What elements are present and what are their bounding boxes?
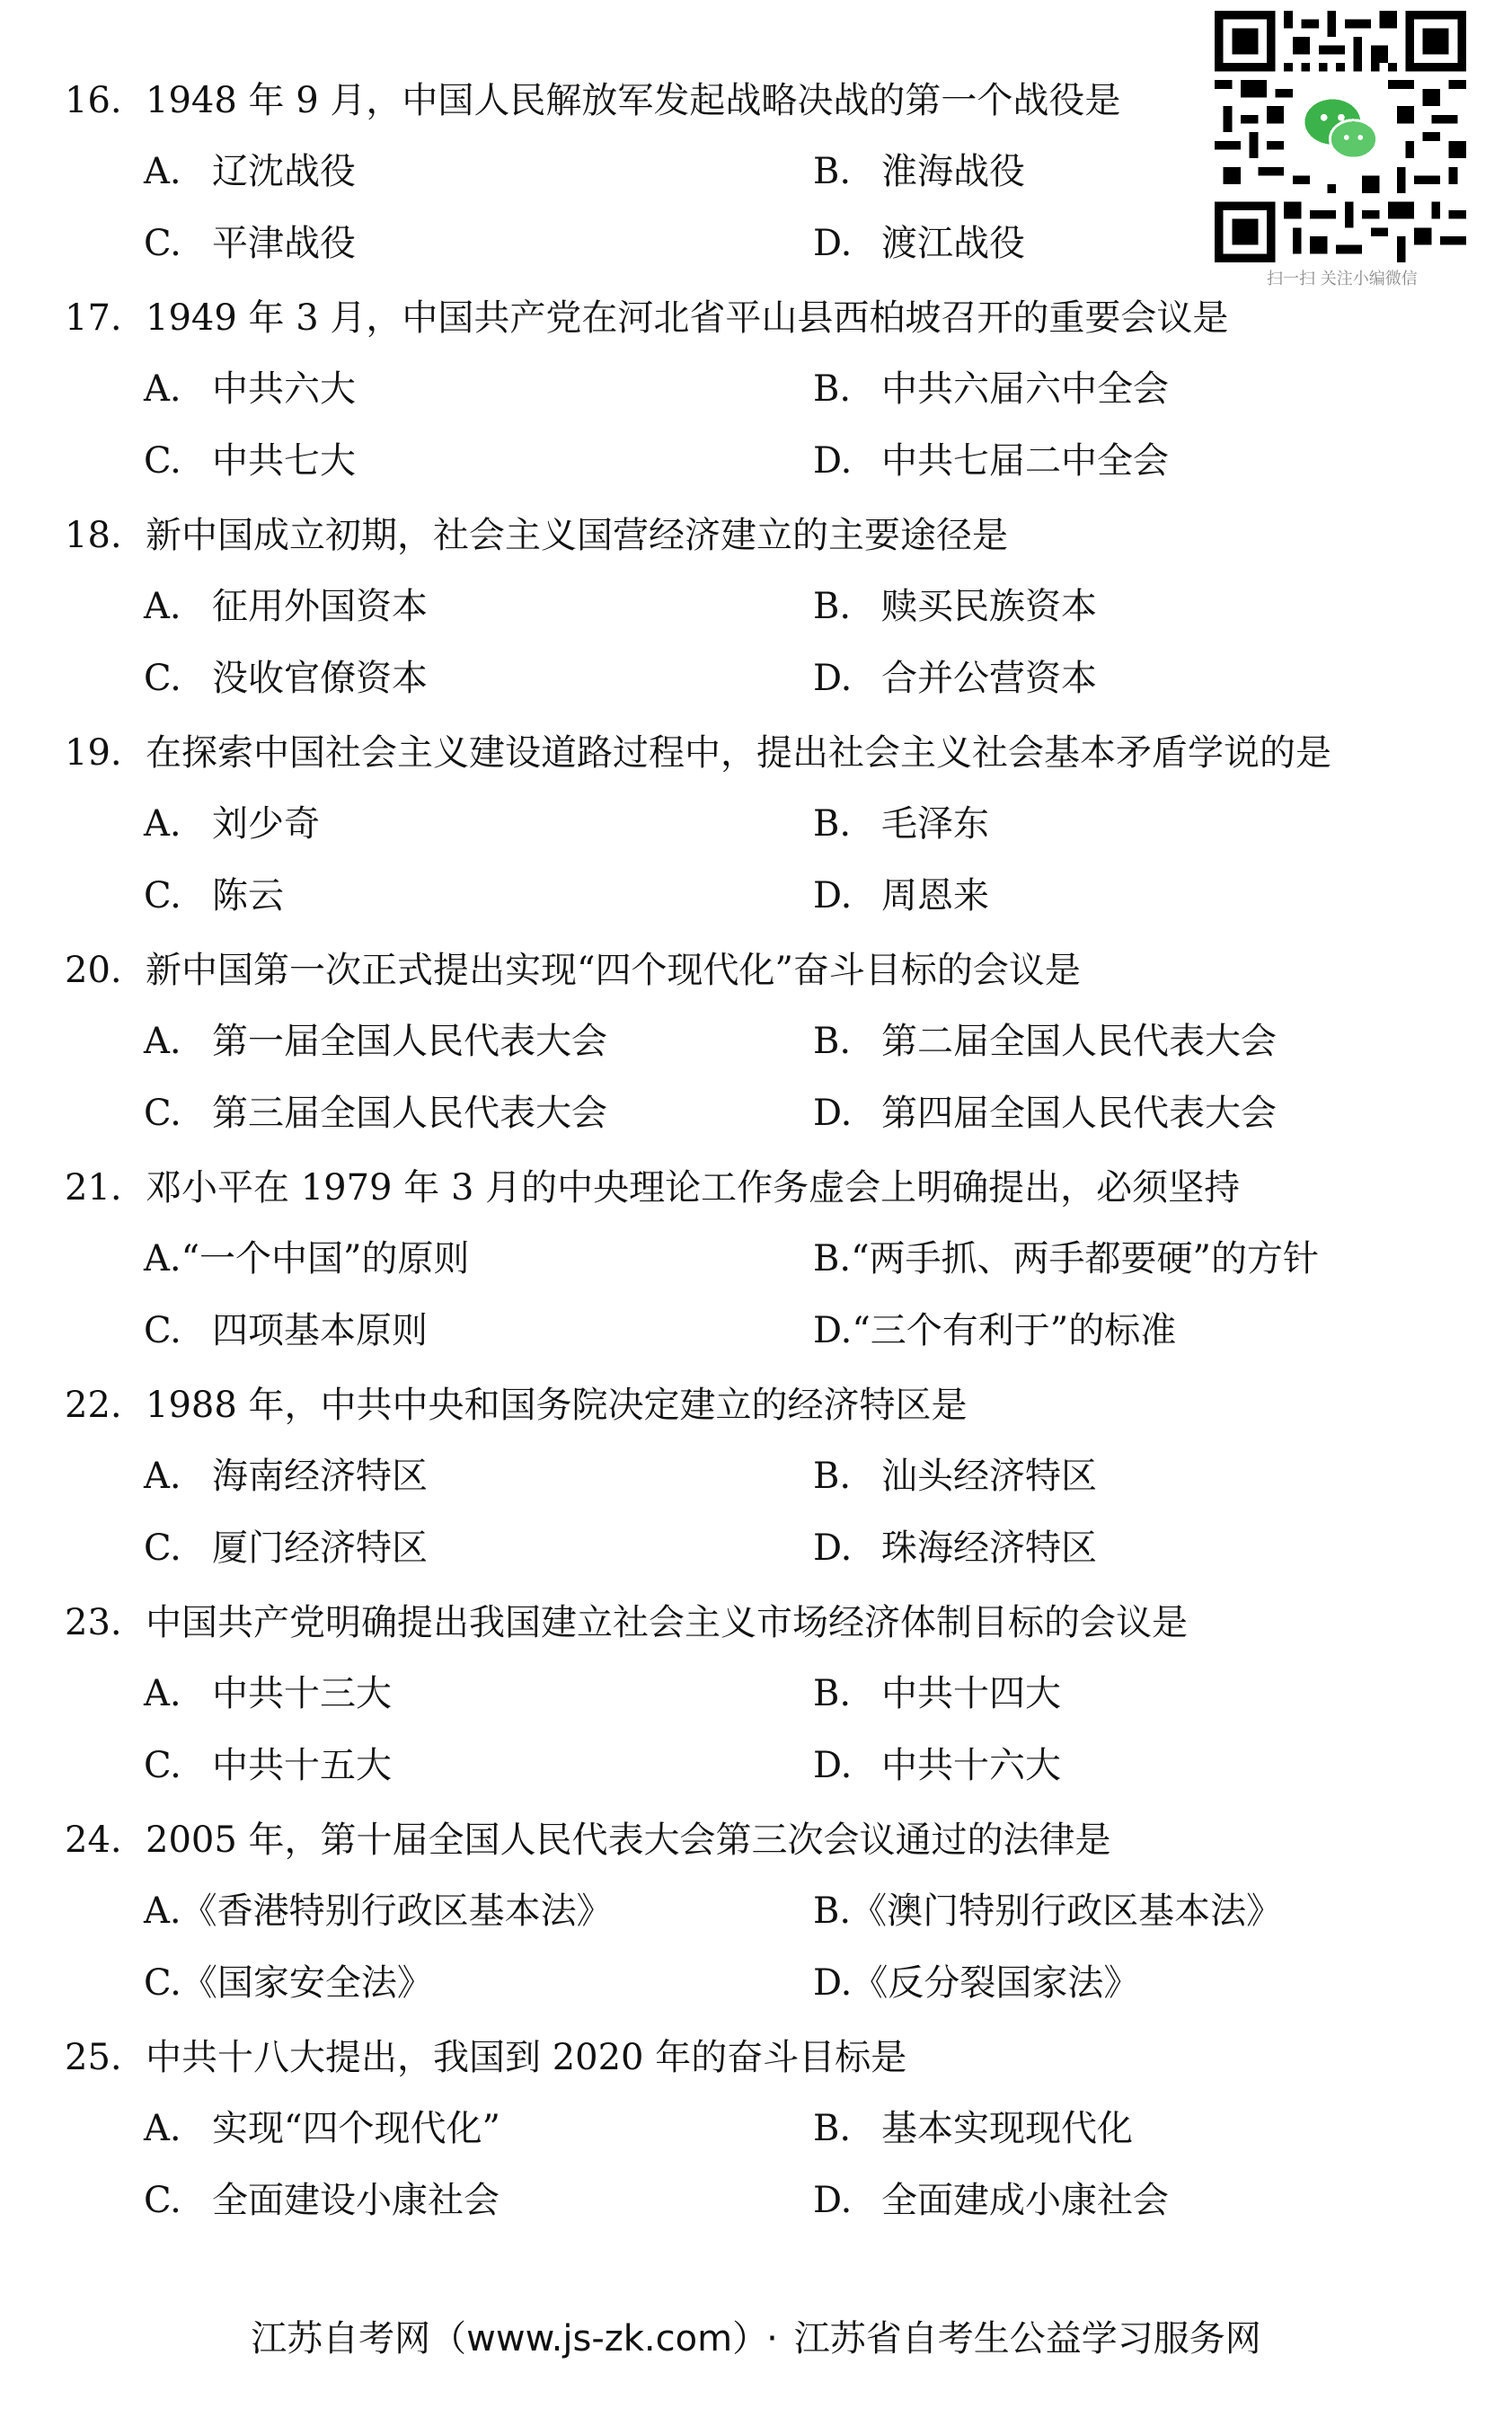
option-text: 基本实现现代化 (881, 2108, 1133, 2149)
option-text: 合并公营资本 (881, 658, 1097, 699)
question-stem (65, 293, 1228, 343)
question-number: 21. (65, 1167, 122, 1208)
option-letter: D. (813, 658, 853, 699)
option-text: 中共十四大 (881, 1673, 1061, 1714)
question-stem (65, 1380, 968, 1430)
option-d (813, 871, 989, 921)
question-21 (0, 1163, 1512, 1380)
question-stem (65, 1163, 1240, 1213)
question-23 (0, 1598, 1512, 1815)
option-text: 《香港特别行政区基本法》 (181, 1890, 613, 1932)
question-text: 1988 年，中共中央和国务院决定建立的经济特区是 (146, 1385, 968, 1426)
question-stem (65, 2032, 906, 2083)
option-text: 赎买民族资本 (881, 586, 1097, 627)
question-stem (65, 75, 1120, 126)
question-16 (0, 75, 1512, 293)
option-c (144, 1523, 428, 1573)
option-a (144, 146, 356, 197)
option-letter: A. (144, 368, 181, 410)
question-24 (0, 1815, 1512, 2032)
option-d (813, 1306, 1176, 1356)
question-number: 25. (65, 2037, 122, 2078)
option-letter: C. (144, 875, 181, 916)
option-text: 中共十五大 (212, 1745, 392, 1786)
option-letter: A. (144, 586, 181, 627)
option-c (144, 2175, 500, 2226)
option-letter: B. (813, 2108, 852, 2149)
option-text: 平津战役 (212, 223, 356, 264)
option-letter: B. (813, 1238, 852, 1279)
option-letter: C. (144, 2180, 181, 2221)
question-text: 在探索中国社会主义建设道路过程中，提出社会主义社会基本矛盾学说的是 (146, 732, 1331, 774)
option-text: 全面建设小康社会 (212, 2180, 500, 2221)
option-d (813, 1958, 1139, 2008)
option-letter: B. (813, 151, 852, 192)
qr-caption: 扫一扫 关注小编微信 (1267, 270, 1418, 288)
option-text: 全面建成小康社会 (881, 2180, 1169, 2221)
option-letter: A. (144, 1890, 181, 1932)
option-letter: A. (144, 2108, 181, 2149)
option-letter: C. (144, 1962, 181, 2004)
option-letter: D. (813, 1962, 853, 2004)
option-letter: A. (144, 1456, 181, 1497)
option-text: 征用外国资本 (212, 586, 428, 627)
option-letter: B. (813, 586, 852, 627)
option-a (144, 1886, 613, 1936)
option-b (813, 1451, 1097, 1501)
option-text: 四项基本原则 (212, 1310, 428, 1351)
question-25 (0, 2032, 1512, 2250)
question-stem (65, 728, 1331, 778)
option-text: 第二届全国人民代表大会 (881, 1021, 1277, 1062)
question-stem (65, 1815, 1111, 1865)
page-footer (0, 2314, 1512, 2364)
option-b (813, 1886, 1282, 1936)
option-text: 渡江战役 (881, 223, 1025, 264)
option-text: 第一届全国人民代表大会 (212, 1021, 607, 1062)
question-number: 23. (65, 1602, 122, 1643)
option-letter: B. (813, 1673, 852, 1714)
question-stem (65, 1598, 1188, 1648)
option-text: 中共十六大 (881, 1745, 1061, 1786)
option-b (813, 1669, 1061, 1719)
option-a (144, 2103, 500, 2154)
question-number: 20. (65, 950, 122, 991)
option-text: “三个有利于”的标准 (852, 1310, 1177, 1351)
option-d (813, 1523, 1097, 1573)
option-letter: A. (144, 803, 181, 845)
question-text: 2005 年，第十届全国人民代表大会第三次会议通过的法律是 (146, 1819, 1111, 1861)
option-d (813, 218, 1025, 269)
option-letter: C. (144, 223, 181, 264)
option-text: 陈云 (212, 875, 284, 916)
question-19 (0, 728, 1512, 945)
option-text: 辽沈战役 (212, 151, 356, 192)
option-letter: D. (813, 2180, 853, 2221)
option-b (813, 364, 1169, 414)
option-a (144, 1669, 392, 1719)
option-letter: D. (813, 875, 853, 916)
option-letter: D. (813, 223, 853, 264)
option-c (144, 1740, 392, 1791)
option-text: 中共十三大 (212, 1673, 392, 1714)
option-text: “一个中国”的原则 (181, 1238, 470, 1279)
option-letter: B. (813, 1021, 852, 1062)
option-letter: D. (813, 1310, 853, 1351)
option-a (144, 1234, 470, 1284)
option-c (144, 653, 428, 704)
option-a (144, 1451, 428, 1501)
option-text: 中共七届二中全会 (881, 440, 1169, 482)
question-text: 1948 年 9 月，中国人民解放军发起战略决战的第一个战役是 (146, 80, 1121, 121)
option-d (813, 1088, 1277, 1138)
option-text: 珠海经济特区 (881, 1527, 1097, 1569)
option-letter: B. (813, 1890, 852, 1932)
question-number: 19. (65, 732, 122, 774)
question-number: 17. (65, 297, 122, 339)
option-text: 没收官僚资本 (212, 658, 428, 699)
option-letter: B. (813, 1456, 852, 1497)
option-letter: D. (813, 1093, 853, 1134)
option-text: 中共六大 (212, 368, 356, 410)
option-b (813, 799, 989, 849)
option-text: 刘少奇 (212, 803, 320, 845)
option-a (144, 364, 356, 414)
option-c (144, 871, 284, 921)
question-number: 22. (65, 1385, 122, 1426)
option-text: 汕头经济特区 (881, 1456, 1097, 1497)
option-b (813, 1016, 1277, 1067)
option-letter: A. (144, 1021, 181, 1062)
option-text: 《反分裂国家法》 (852, 1962, 1140, 2004)
question-stem (65, 945, 1081, 996)
option-d (813, 436, 1169, 486)
footer-tagline: 江苏省自考生公益学习服务网 (793, 2318, 1261, 2359)
option-text: 《澳门特别行政区基本法》 (851, 1890, 1283, 1932)
option-text: 《国家安全法》 (181, 1962, 433, 2004)
option-text: 周恩来 (881, 875, 989, 916)
option-text: 第四届全国人民代表大会 (881, 1093, 1277, 1134)
option-text: 毛泽东 (881, 803, 989, 845)
option-letter: A. (144, 151, 181, 192)
option-letter: C. (144, 1527, 181, 1569)
option-letter: C. (144, 1745, 181, 1786)
option-b (813, 2103, 1133, 2154)
option-b (813, 1234, 1319, 1284)
option-text: 第三届全国人民代表大会 (212, 1093, 607, 1134)
option-c (144, 1958, 433, 2008)
option-text: 实现“四个现代化” (212, 2108, 500, 2149)
option-c (144, 1306, 428, 1356)
footer-separator: · (766, 2318, 778, 2359)
option-letter: B. (813, 803, 852, 845)
option-d (813, 1740, 1061, 1791)
question-stem (65, 510, 1008, 561)
option-letter: C. (144, 440, 181, 482)
question-22 (0, 1380, 1512, 1598)
question-number: 24. (65, 1819, 122, 1861)
option-text: 海南经济特区 (212, 1456, 428, 1497)
question-17 (0, 293, 1512, 510)
option-text: “两手抓、两手都要硬”的方针 (851, 1238, 1320, 1279)
option-c (144, 1088, 607, 1138)
option-c (144, 218, 356, 269)
footer-site-link[interactable]: 江苏自考网（www.js-zk.com） (251, 2318, 751, 2359)
option-text: 淮海战役 (881, 151, 1025, 192)
option-letter: D. (813, 1527, 853, 1569)
option-d (813, 2175, 1169, 2226)
option-letter: D. (813, 1745, 853, 1786)
question-text: 新中国成立初期，社会主义国营经济建立的主要途径是 (146, 515, 1008, 556)
question-text: 1949 年 3 月，中国共产党在河北省平山县西柏坡召开的重要会议是 (146, 297, 1229, 339)
option-a (144, 581, 428, 632)
option-b (813, 146, 1025, 197)
question-18 (0, 510, 1512, 728)
question-20 (0, 945, 1512, 1163)
question-text: 中共十八大提出，我国到 2020 年的奋斗目标是 (146, 2037, 907, 2078)
option-letter: D. (813, 440, 853, 482)
question-text: 邓小平在 1979 年 3 月的中央理论工作务虚会上明确提出，必须坚持 (146, 1167, 1241, 1208)
option-text: 中共六届六中全会 (881, 368, 1169, 410)
option-a (144, 1016, 607, 1067)
option-d (813, 653, 1097, 704)
question-text: 中国共产党明确提出我国建立社会主义市场经济体制目标的会议是 (146, 1602, 1188, 1643)
option-a (144, 799, 320, 849)
option-b (813, 581, 1097, 632)
option-letter: A. (144, 1238, 181, 1279)
option-text: 厦门经济特区 (212, 1527, 428, 1569)
option-letter: A. (144, 1673, 181, 1714)
option-letter: C. (144, 658, 181, 699)
option-text: 中共七大 (212, 440, 356, 482)
option-letter: C. (144, 1093, 181, 1134)
option-c (144, 436, 356, 486)
question-text: 新中国第一次正式提出实现“四个现代化”奋斗目标的会议是 (146, 950, 1081, 991)
question-number: 18. (65, 515, 122, 556)
option-letter: B. (813, 368, 852, 410)
option-letter: C. (144, 1310, 181, 1351)
question-number: 16. (65, 80, 122, 121)
